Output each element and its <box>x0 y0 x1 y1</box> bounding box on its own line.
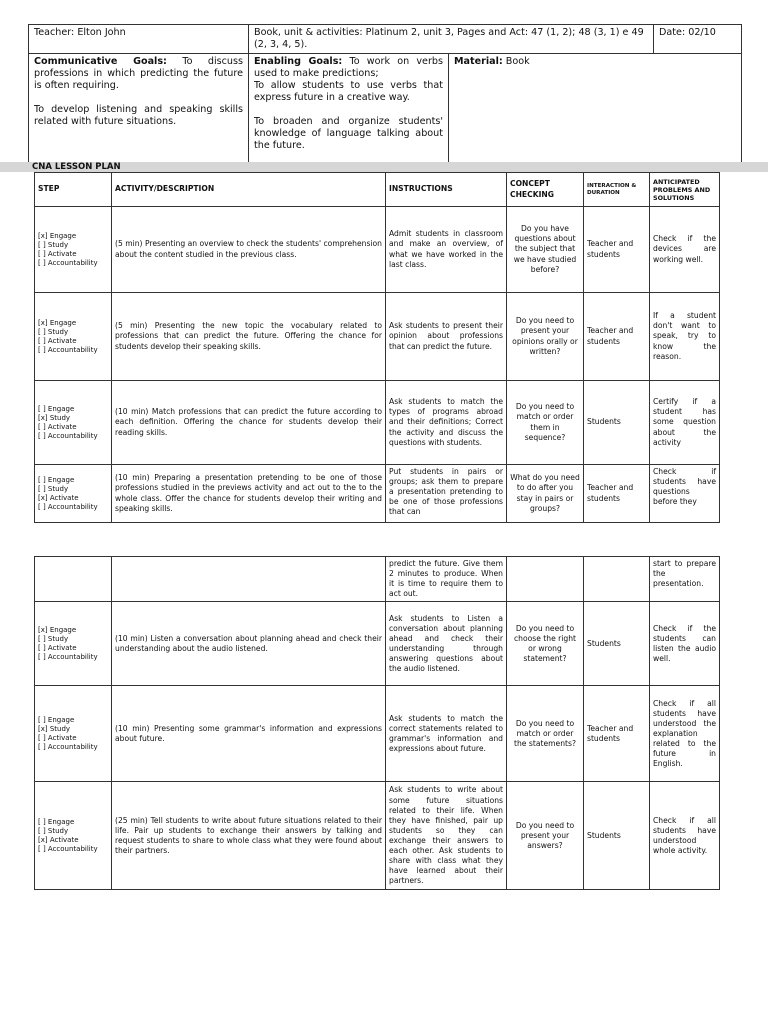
date-text: Date: 02/10 <box>659 27 716 38</box>
column-header-activity: ACTIVITY/DESCRIPTION <box>112 173 386 207</box>
step-activate: [ ] Activate <box>38 336 77 345</box>
step-activate: [ ] Activate <box>38 733 77 742</box>
date-cell <box>654 25 742 54</box>
material-text: Book <box>505 56 530 67</box>
step-engage: [x] Engage <box>38 318 77 327</box>
book-text: Book, unit & activities: Platinum 2, unit 3, Pages and Act: 47 (1, 2); 48 (3, 1) e 49 (2, 3, 4, 5). <box>254 27 644 50</box>
concept-cell: Do you need to present your answers? <box>507 782 584 890</box>
step-cell <box>35 602 112 686</box>
activity-cell: (10 min) Preparing a presentation pretending to be one of those professions studied in the previews activity and act out to the to the whole class. Offer the chance for students develop their writing and speaking skills. <box>112 465 386 523</box>
table-row <box>35 557 720 602</box>
step-study: [x] Study <box>38 724 71 733</box>
activity-cell: (25 min) Tell students to write about future situations related to their life. Pair up students to exchange their answers by talking and request students to share to whole class what they were found about their partners. <box>112 782 386 890</box>
instructions-cell: Admit students in classroom and make an overview, of what we have worked in the last class. <box>386 207 507 293</box>
step-activate: [ ] Activate <box>38 643 77 652</box>
step-engage: [ ] Engage <box>38 404 75 413</box>
table-row <box>35 381 720 465</box>
step-activate: [x] Activate <box>38 835 79 844</box>
instructions-cell: Ask students to write about some future situations related to their life. When they have finished, pair up students so they can exchange their answers to each other. Ask students to share with class what they have learned about their partners. <box>386 782 507 890</box>
step-cell <box>35 686 112 782</box>
enabling-goals-text-1: To work on verbs used to make predictions; <box>254 56 443 79</box>
interaction-cell <box>584 557 650 602</box>
step-accountability: [ ] Accountability <box>38 844 98 853</box>
column-header-instructions: INSTRUCTIONS <box>386 173 507 207</box>
step-engage: [ ] Engage <box>38 715 75 724</box>
anticipated-cell: Check if the devices are working well. <box>650 207 720 293</box>
communicative-goals-text-2: To develop listening and speaking skills related with future situations. <box>34 104 243 127</box>
lesson-plan-title-bar <box>0 162 768 172</box>
step-cell <box>35 465 112 523</box>
step-cell <box>35 381 112 465</box>
lesson-plan-table <box>34 172 720 523</box>
step-accountability: [ ] Accountability <box>38 258 98 267</box>
lesson-plan-title: CNA LESSON PLAN <box>32 162 121 172</box>
anticipated-cell: Check if the students can listen the audio well. <box>650 602 720 686</box>
material-label: Material: <box>454 56 503 67</box>
step-cell <box>35 293 112 381</box>
activity-cell: (10 min) Listen a conversation about planning ahead and check their understanding about the audio listened. <box>112 602 386 686</box>
step-engage: [ ] Engage <box>38 475 75 484</box>
anticipated-cell: Check if students have questions before they <box>650 465 720 523</box>
instructions-cell: Ask students to match the types of programs abroad and their definitions; Correct the activity and discuss the questions with students. <box>386 381 507 465</box>
step-cell <box>35 557 112 602</box>
step-study: [x] Study <box>38 413 71 422</box>
step-accountability: [ ] Accountability <box>38 345 98 354</box>
anticipated-cell: Certify if a student has some question about the activity <box>650 381 720 465</box>
interaction-cell: Teacher and students <box>584 465 650 523</box>
instructions-cell: Put students in pairs or groups; ask them to prepare a presentation pretending to be one of those professions that can <box>386 465 507 523</box>
table-row <box>35 465 720 523</box>
lesson-plan-table-continued <box>34 556 720 890</box>
step-study: [ ] Study <box>38 484 69 493</box>
step-accountability: [ ] Accountability <box>38 502 98 511</box>
activity-cell: (5 min) Presenting the new topic the vocabulary related to professions that can predict the future. Offering the chance for students develop their speaking skills. <box>112 293 386 381</box>
anticipated-cell: Check if all students have understood whole activity. <box>650 782 720 890</box>
concept-cell: Do you need to choose the right or wrong statement? <box>507 602 584 686</box>
interaction-cell: Students <box>584 381 650 465</box>
step-accountability: [ ] Accountability <box>38 742 98 751</box>
concept-cell: Do you have questions about the subject that we have studied before? <box>507 207 584 293</box>
concept-cell: Do you need to match or order the statements? <box>507 686 584 782</box>
activity-cell: (10 min) Match professions that can predict the future according to each definition. Offering the chance for students develop their reading skills. <box>112 381 386 465</box>
step-engage: [x] Engage <box>38 625 77 634</box>
column-header-anticipated: ANTICIPATED PROBLEMS AND SOLUTIONS <box>650 173 720 207</box>
instructions-cell: predict the future. Give them 2 minutes to produce. When it is time to require them to act out. <box>386 557 507 602</box>
interaction-cell: Teacher and students <box>584 207 650 293</box>
anticipated-cell: Check if all students have understood the explanation related to the future in English. <box>650 686 720 782</box>
step-activate: [ ] Activate <box>38 249 77 258</box>
teacher-text: Teacher: Elton John <box>34 27 126 38</box>
table-row <box>35 782 720 890</box>
communicative-goals-text: To discuss professions in which predicting the future is often requiring. <box>34 56 243 91</box>
material-cell <box>449 54 742 164</box>
column-header-interaction: INTERACTION & DURATION <box>584 173 650 207</box>
anticipated-cell: start to prepare the presentation. <box>650 557 720 602</box>
instructions-cell: Ask students to Listen a conversation about planning ahead and check their understanding through answering questions about the audio listened. <box>386 602 507 686</box>
step-study: [ ] Study <box>38 634 69 643</box>
step-study: [ ] Study <box>38 826 69 835</box>
step-study: [ ] Study <box>38 327 69 336</box>
teacher-cell <box>29 25 249 54</box>
anticipated-cell: If a student don't want to speak, try to know the reason. <box>650 293 720 381</box>
interaction-cell: Teacher and students <box>584 686 650 782</box>
step-activate: [x] Activate <box>38 493 79 502</box>
activity-cell: (5 min) Presenting an overview to check the students' comprehension about the content studied in the previous class. <box>112 207 386 293</box>
step-cell <box>35 207 112 293</box>
column-header-step: STEP <box>35 173 112 207</box>
communicative-goals-cell <box>29 54 249 164</box>
step-study: [ ] Study <box>38 240 69 249</box>
interaction-cell: Teacher and students <box>584 293 650 381</box>
instructions-cell: Ask students to present their opinion about professions that can predict the future. <box>386 293 507 381</box>
enabling-goals-cell <box>249 54 449 164</box>
step-activate: [ ] Activate <box>38 422 77 431</box>
concept-cell: What do you need to do after you stay in pairs or groups? <box>507 465 584 523</box>
enabling-goals-label: Enabling Goals: <box>254 56 343 67</box>
step-engage: [ ] Engage <box>38 817 75 826</box>
column-header-concept-checking: CONCEPT CHECKING <box>507 173 584 207</box>
step-cell <box>35 782 112 890</box>
step-accountability: [ ] Accountability <box>38 652 98 661</box>
instructions-cell: Ask students to match the correct statements related to grammar's information and expressions about future. <box>386 686 507 782</box>
table-row <box>35 207 720 293</box>
activity-cell <box>112 557 386 602</box>
interaction-cell: Students <box>584 782 650 890</box>
book-cell <box>249 25 654 54</box>
concept-cell: Do you need to match or order them in sequence? <box>507 381 584 465</box>
communicative-goals-label: Communicative Goals: <box>34 56 167 67</box>
step-engage: [x] Engage <box>38 231 77 240</box>
concept-cell: Do you need to present your opinions orally or written? <box>507 293 584 381</box>
enabling-goals-text-2: To allow students to use verbs that express future in a creative way. <box>254 80 443 103</box>
step-accountability: [ ] Accountability <box>38 431 98 440</box>
header-table <box>28 24 742 164</box>
table-row <box>35 293 720 381</box>
concept-cell <box>507 557 584 602</box>
interaction-cell: Students <box>584 602 650 686</box>
activity-cell: (10 min) Presenting some grammar's information and expressions about future. <box>112 686 386 782</box>
enabling-goals-text-3: To broaden and organize students' knowledge of language talking about the future. <box>254 116 443 151</box>
table-row <box>35 686 720 782</box>
table-row <box>35 602 720 686</box>
